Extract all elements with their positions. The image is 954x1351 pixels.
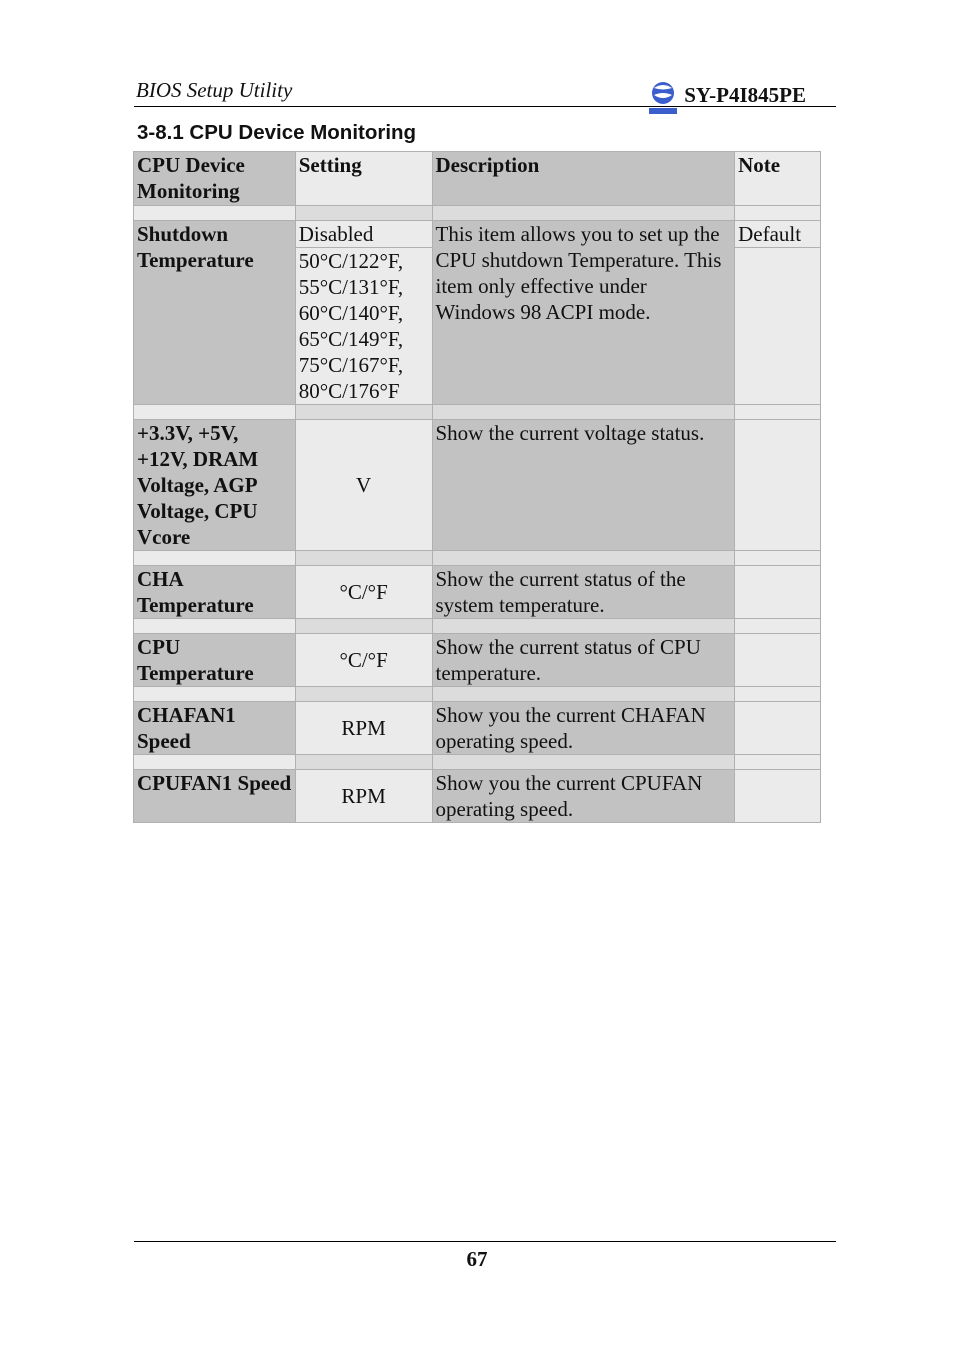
row-setting: RPM	[295, 770, 432, 823]
setting-option: 60°C/140°F,	[298, 301, 404, 325]
setting-option: 75°C/167°F,	[298, 353, 404, 377]
header-model	[646, 77, 806, 113]
table-row	[134, 566, 821, 619]
row-description: Show you the current CPUFAN operating speed.	[432, 770, 735, 823]
table-row	[134, 221, 821, 248]
setting-default: Disabled	[295, 221, 432, 248]
header-cell-monitoring: CPU Device Monitoring	[134, 152, 296, 206]
row-label: Shutdown Temperature	[134, 221, 296, 405]
setting-options	[295, 248, 432, 405]
row-description: Show the current status of CPU temperature.	[432, 634, 735, 687]
table-row	[134, 770, 821, 823]
footer-divider	[134, 1241, 836, 1242]
soyo-logo-icon	[646, 79, 680, 115]
row-note	[735, 566, 821, 619]
row-note	[735, 634, 821, 687]
row-note-empty	[735, 248, 821, 405]
row-note	[735, 420, 821, 551]
row-description: Show the current status of the system temperature.	[432, 566, 735, 619]
page-number: 67	[466, 1247, 488, 1271]
setting-option: 50°C/122°F,	[298, 249, 404, 273]
header-title: BIOS Setup Utility	[136, 78, 293, 102]
table-header-row	[134, 152, 821, 206]
row-description: Show you the current CHAFAN operating speed.	[432, 702, 735, 755]
row-setting: °C/°F	[295, 634, 432, 687]
row-label: CPU Temperature	[134, 634, 296, 687]
header-model-text: SY-P4I845PE	[684, 82, 806, 107]
table-row	[134, 634, 821, 687]
header-cell-note: Note	[735, 152, 821, 206]
row-label: CPUFAN1 Speed	[134, 770, 296, 823]
table-row	[134, 420, 821, 551]
spacer-row	[134, 755, 821, 770]
row-setting: °C/°F	[295, 566, 432, 619]
row-note	[735, 770, 821, 823]
page-header	[134, 72, 836, 107]
row-description: This item allows you to set up the CPU shutdown Temperature. This item only effective under Windows 98 ACPI mode.	[432, 221, 735, 405]
row-description: Show the current voltage status.	[432, 420, 735, 551]
header-cell-description: Description	[432, 152, 735, 206]
row-note: Default	[735, 221, 821, 248]
row-label: CHAFAN1 Speed	[134, 702, 296, 755]
section-title: 3-8.1 CPU Device Monitoring	[137, 121, 417, 144]
spacer-row	[134, 206, 821, 221]
row-label: CHA Temperature	[134, 566, 296, 619]
setting-option: 55°C/131°F,	[298, 275, 404, 299]
row-note	[735, 702, 821, 755]
setting-option: 80°C/176°F	[298, 379, 400, 403]
spacer-row	[134, 551, 821, 566]
cpu-device-monitoring-table	[133, 151, 821, 823]
spacer-row	[134, 405, 821, 420]
table-row	[134, 702, 821, 755]
row-setting: V	[295, 420, 432, 551]
spacer-row	[134, 687, 821, 702]
spacer-row	[134, 619, 821, 634]
setting-option: 65°C/149°F,	[298, 327, 404, 351]
row-label: +3.3V, +5V, +12V, DRAM Voltage, AGP Voltage, CPU Vcore	[134, 420, 296, 551]
row-setting: RPM	[295, 702, 432, 755]
header-cell-setting: Setting	[295, 152, 432, 206]
